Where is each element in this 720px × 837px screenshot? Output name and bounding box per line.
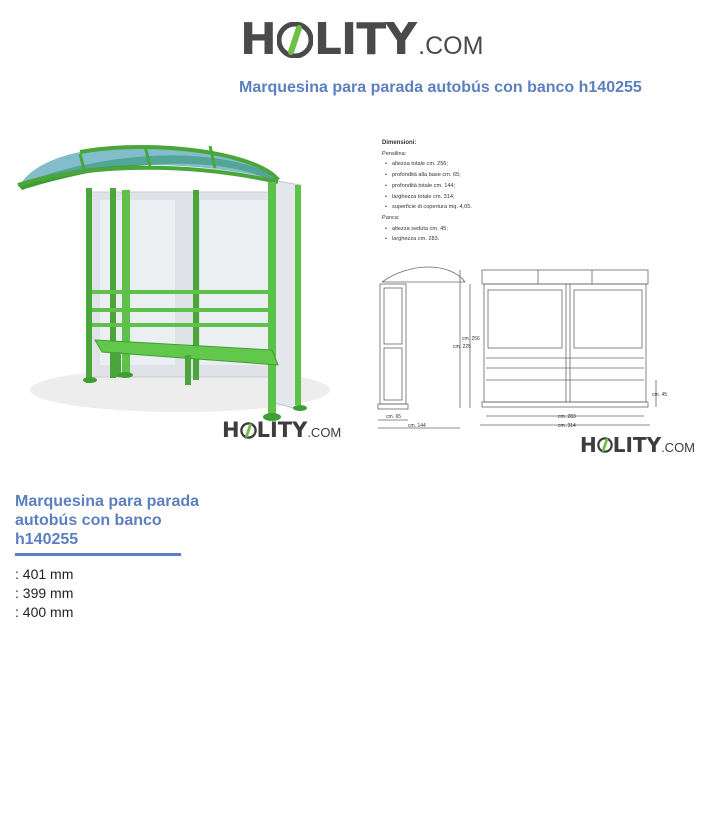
dimensions-heading: Dimensioni: bbox=[382, 140, 417, 146]
spec-item: • larghezza cm. 283. bbox=[392, 234, 482, 245]
group1-label: Pensilina: bbox=[382, 150, 407, 157]
photo-watermark bbox=[222, 418, 341, 442]
logo-suffix: .COM bbox=[418, 32, 484, 60]
dim-label-314: cm. 314 bbox=[558, 423, 576, 429]
dim-label-65: cm. 65 bbox=[386, 414, 402, 420]
spec-line: : 400 mm bbox=[15, 604, 74, 620]
spec-item: • profondità alla base cm. 65; bbox=[392, 170, 482, 181]
spec-item: • larghezza totale cm. 314; bbox=[392, 192, 482, 203]
photo-watermark-h: H bbox=[222, 418, 240, 442]
logo-text-h: H bbox=[240, 13, 276, 65]
group1-items bbox=[382, 159, 482, 213]
dim-label-283: cm. 283 bbox=[558, 414, 576, 420]
spec-item: • altezza totale cm. 256; bbox=[392, 159, 482, 170]
dim-label-144: cm. 144 bbox=[408, 423, 426, 429]
title-underline bbox=[15, 553, 181, 556]
logo-text-lity: LITY bbox=[313, 13, 417, 65]
dim-label-256: cm. 256 bbox=[462, 336, 480, 342]
photo-watermark-suffix: .COM bbox=[307, 425, 342, 440]
dim-label-225: cm. 225 bbox=[453, 344, 471, 350]
dimensions-list bbox=[382, 138, 482, 245]
logo-o-icon bbox=[277, 22, 313, 58]
photo-watermark-lity: LITY bbox=[256, 418, 308, 442]
technical-drawing bbox=[370, 262, 690, 432]
drawing-watermark bbox=[580, 433, 695, 457]
page-title: Marquesina para parada autobús con banco h140255 bbox=[239, 79, 642, 96]
dim-label-45: cm. 45 bbox=[652, 392, 668, 398]
drawing-watermark-lity: LITY bbox=[612, 433, 662, 457]
drawing-watermark-h: H bbox=[580, 433, 597, 457]
group2-items bbox=[382, 224, 482, 245]
drawing-watermark-suffix: .COM bbox=[661, 440, 696, 455]
watermark-o-icon bbox=[240, 422, 257, 439]
watermark-o-icon bbox=[597, 437, 613, 453]
product-specs bbox=[15, 565, 73, 622]
spec-line: : 401 mm bbox=[15, 566, 74, 582]
group2-label: Panca: bbox=[382, 214, 400, 221]
holity-logo[interactable] bbox=[240, 12, 485, 67]
spec-item: • superficie di copertura mq. 4,05. bbox=[392, 202, 482, 213]
spec-line: : 399 mm bbox=[15, 585, 74, 601]
spec-item: • profondità totale cm. 144; bbox=[392, 181, 482, 192]
product-title: Marquesina para parada autobús con banco h140255 bbox=[15, 493, 200, 548]
spec-item: • altezza seduta cm. 45; bbox=[392, 224, 482, 235]
product-photo[interactable] bbox=[10, 140, 340, 450]
